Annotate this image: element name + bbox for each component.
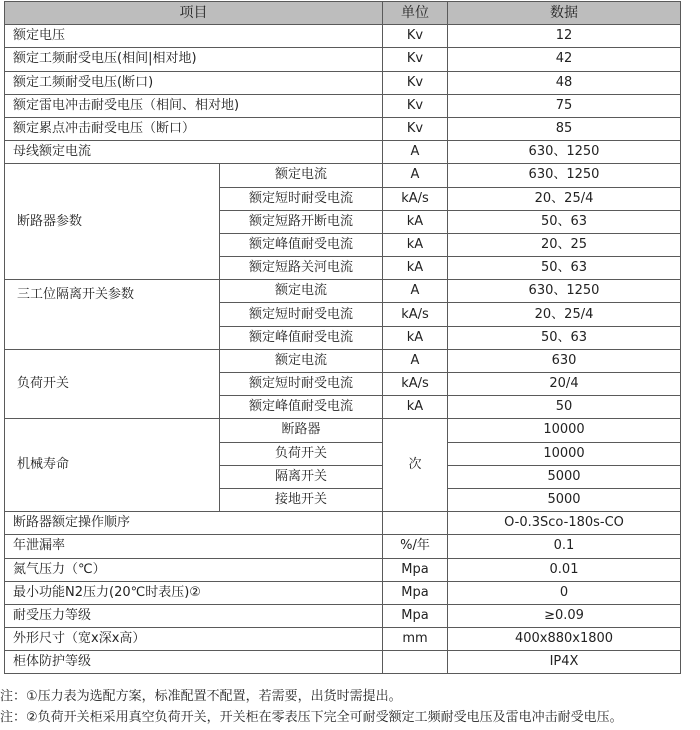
row-value: 50、63 bbox=[448, 210, 681, 233]
row-unit: Kv bbox=[383, 25, 448, 48]
row-subitem: 额定短时耐受电流 bbox=[220, 187, 383, 210]
row-value: 10000 bbox=[448, 419, 681, 442]
row-unit: A bbox=[383, 164, 448, 187]
footnote-2: 注：②负荷开关柜采用真空负荷开关，开关柜在零表压下完全可耐受额定工频耐受电压及雷电冲击耐受电压。 bbox=[0, 710, 623, 725]
row-unit: Kv bbox=[383, 48, 448, 71]
row-unit: A bbox=[383, 349, 448, 372]
row-item: 外形尺寸（宽x深x高） bbox=[5, 628, 383, 651]
table-row bbox=[5, 581, 681, 604]
row-subitem: 额定峰值耐受电流 bbox=[220, 396, 383, 419]
row-unit: kA bbox=[383, 210, 448, 233]
row-unit bbox=[383, 512, 448, 535]
row-subitem: 额定电流 bbox=[220, 164, 383, 187]
row-subitem: 额定短时耐受电流 bbox=[220, 373, 383, 396]
row-value: 85 bbox=[448, 117, 681, 140]
row-value: 630、1250 bbox=[448, 280, 681, 303]
row-value: 20、25/4 bbox=[448, 187, 681, 210]
row-item: 耐受压力等级 bbox=[5, 604, 383, 627]
row-subitem: 额定短路关河电流 bbox=[220, 257, 383, 280]
table-row bbox=[5, 512, 681, 535]
table-row bbox=[5, 25, 681, 48]
row-unit: kA bbox=[383, 326, 448, 349]
row-unit: 次 bbox=[383, 419, 448, 512]
row-value: IP4X bbox=[448, 651, 681, 674]
row-value: 50 bbox=[448, 396, 681, 419]
row-subitem: 额定电流 bbox=[220, 280, 383, 303]
row-unit: Mpa bbox=[383, 604, 448, 627]
row-unit: Kv bbox=[383, 71, 448, 94]
row-value: 50、63 bbox=[448, 326, 681, 349]
table-row bbox=[5, 141, 681, 164]
header-unit: 单位 bbox=[383, 2, 448, 25]
row-value: 20/4 bbox=[448, 373, 681, 396]
row-item: 额定累点冲击耐受电压（断口） bbox=[5, 117, 383, 140]
row-item: 年泄漏率 bbox=[5, 535, 383, 558]
spec-table bbox=[4, 1, 681, 674]
row-value: O-0.3Sco-180s-CO bbox=[448, 512, 681, 535]
row-subitem: 额定短时耐受电流 bbox=[220, 303, 383, 326]
table-row bbox=[5, 651, 681, 674]
header-row bbox=[5, 2, 681, 25]
row-item: 最小功能N2压力(20℃时表压)② bbox=[5, 581, 383, 604]
group-label: 机械寿命 bbox=[5, 419, 220, 512]
row-unit: kA/s bbox=[383, 187, 448, 210]
row-value: 42 bbox=[448, 48, 681, 71]
row-unit: Mpa bbox=[383, 558, 448, 581]
row-unit: kA bbox=[383, 233, 448, 256]
row-value: 20、25 bbox=[448, 233, 681, 256]
row-subitem: 接地开关 bbox=[220, 488, 383, 511]
table-row bbox=[5, 535, 681, 558]
table-row bbox=[5, 71, 681, 94]
header-item: 项目 bbox=[5, 2, 383, 25]
row-subitem: 额定电流 bbox=[220, 349, 383, 372]
row-unit: Kv bbox=[383, 117, 448, 140]
row-value: 0.01 bbox=[448, 558, 681, 581]
group-label: 断路器参数 bbox=[5, 164, 220, 280]
row-unit: mm bbox=[383, 628, 448, 651]
row-item: 额定工频耐受电压(断口) bbox=[5, 71, 383, 94]
row-item: 额定工频耐受电压(相间|相对地) bbox=[5, 48, 383, 71]
row-value: 12 bbox=[448, 25, 681, 48]
row-value: 10000 bbox=[448, 442, 681, 465]
table-row bbox=[5, 280, 681, 303]
row-subitem: 断路器 bbox=[220, 419, 383, 442]
row-item: 断路器额定操作顺序 bbox=[5, 512, 383, 535]
row-item: 额定电压 bbox=[5, 25, 383, 48]
footnote-1: 注：①压力表为选配方案，标准配置不配置，若需要，出货时需提出。 bbox=[0, 689, 402, 704]
row-value: 50、63 bbox=[448, 257, 681, 280]
table-row bbox=[5, 419, 681, 442]
row-value: ≥0.09 bbox=[448, 604, 681, 627]
group-label: 三工位隔离开关参数 bbox=[5, 280, 220, 350]
row-value: 630、1250 bbox=[448, 164, 681, 187]
table-row bbox=[5, 604, 681, 627]
row-value: 630、1250 bbox=[448, 141, 681, 164]
table-row bbox=[5, 48, 681, 71]
table-row bbox=[5, 117, 681, 140]
table-row bbox=[5, 349, 681, 372]
row-unit: A bbox=[383, 141, 448, 164]
row-subitem: 隔离开关 bbox=[220, 465, 383, 488]
table-row bbox=[5, 558, 681, 581]
row-unit bbox=[383, 651, 448, 674]
row-unit: kA/s bbox=[383, 373, 448, 396]
row-value: 630 bbox=[448, 349, 681, 372]
row-item: 氮气压力（℃） bbox=[5, 558, 383, 581]
row-value: 75 bbox=[448, 94, 681, 117]
table-row bbox=[5, 628, 681, 651]
row-item: 额定雷电冲击耐受电压（相间、相对地) bbox=[5, 94, 383, 117]
row-unit: kA/s bbox=[383, 303, 448, 326]
row-item: 母线额定电流 bbox=[5, 141, 383, 164]
row-unit: A bbox=[383, 280, 448, 303]
row-unit: Kv bbox=[383, 94, 448, 117]
header-data: 数据 bbox=[448, 2, 681, 25]
row-subitem: 额定峰值耐受电流 bbox=[220, 233, 383, 256]
footnotes bbox=[0, 686, 700, 728]
row-item: 柜体防护等级 bbox=[5, 651, 383, 674]
row-value: 400x880x1800 bbox=[448, 628, 681, 651]
row-value: 48 bbox=[448, 71, 681, 94]
row-value: 5000 bbox=[448, 465, 681, 488]
row-subitem: 额定短路开断电流 bbox=[220, 210, 383, 233]
row-unit: Mpa bbox=[383, 581, 448, 604]
table-row bbox=[5, 94, 681, 117]
row-value: 5000 bbox=[448, 488, 681, 511]
row-subitem: 额定峰值耐受电流 bbox=[220, 326, 383, 349]
row-unit: kA bbox=[383, 257, 448, 280]
row-value: 0 bbox=[448, 581, 681, 604]
row-value: 0.1 bbox=[448, 535, 681, 558]
row-subitem: 负荷开关 bbox=[220, 442, 383, 465]
table-row bbox=[5, 164, 681, 187]
row-value: 20、25/4 bbox=[448, 303, 681, 326]
row-unit: %/年 bbox=[383, 535, 448, 558]
row-unit: kA bbox=[383, 396, 448, 419]
group-label: 负荷开关 bbox=[5, 349, 220, 419]
